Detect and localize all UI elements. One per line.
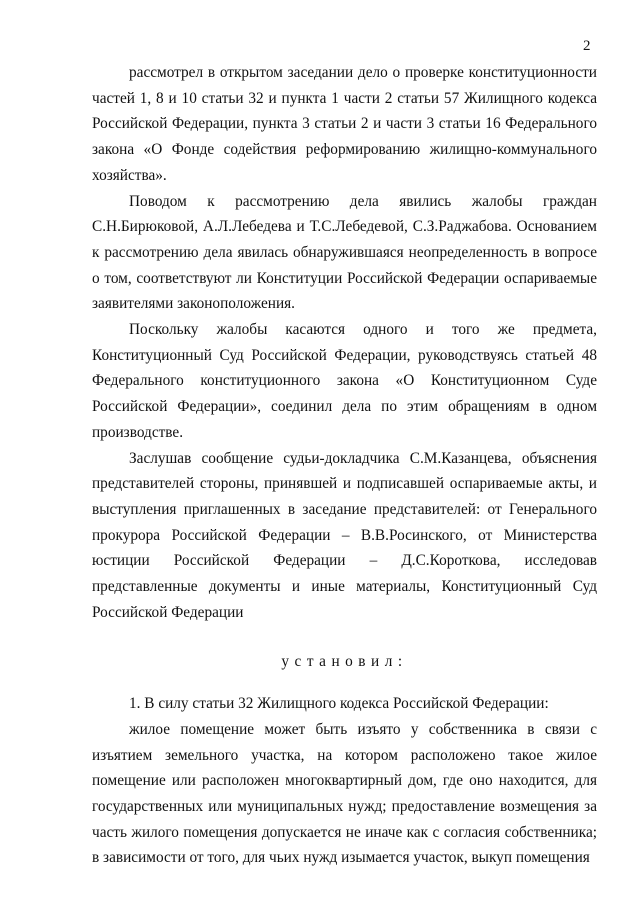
- paragraph-joinder: Поскольку жалобы касаются одного и того же предмета, Конституционный Суд Российской Федерации, руководствуясь статьей 48 Федерального конституционного закона «О Конституционном Суде Российской Федерации», соединил дела по этим обращениям в одном производстве.: [92, 321, 597, 441]
- section-heading: установил:: [281, 653, 408, 671]
- paragraph-hearing: рассмотрел в открытом заседании дело о проверке конституционности частей 1, 8 и 10 статьи 32 и пункта 1 части 2 статьи 57 Жилищного кодекса Российской Федерации, пункта 3 статьи 2 и части 3 статьи 16 Федерального закона «О Фонде содействия реформированию жилищно-коммунального хозяйства».: [92, 64, 597, 184]
- paragraph-hearing-participants: Заслушав сообщение судьи-докладчика С.М.Казанцева, объяснения представителей стороны, принявшей и подписавшей оспариваемые акты, и выступления приглашенных в заседание представителей: от Генерального прокурора Российской Федерации – В.В.Росинского, от Министерства юстиции Российской Федерации – Д.С.Короткова, исследовав представленные документы и иные материалы, Конституционный Суд Российской Федерации: [92, 449, 597, 621]
- paragraph-grounds: Поводом к рассмотрению дела явились жалобы граждан С.Н.Бирюковой, А.Л.Лебедева и Т.С.Лебедевой, С.З.Раджабова. Основанием к рассмотрению дела явилась обнаружившаяся неопределенность в вопросе о том, соответствуют ли Конституции Российской Федерации оспариваемые заявителями законоположения.: [92, 192, 597, 313]
- page-number: 2: [583, 38, 591, 54]
- paragraph-article-32: 1. В силу статьи 32 Жилищного кодекса Российской Федерации:: [129, 695, 549, 713]
- paragraph-seizure: жилое помещение может быть изъято у собственника в связи с изъятием земельного участка, на котором расположено такое жилое помещение или расположен многоквартирный дом, где оно находится, для государственных или муниципальных нужд; предоставление возмещения за часть жилого помещения допускается не иначе как с согласия собственника; в зависимости от того, для чьих нужд изымается участок, выкуп помещения: [92, 720, 597, 867]
- document-body: [92, 60, 597, 871]
